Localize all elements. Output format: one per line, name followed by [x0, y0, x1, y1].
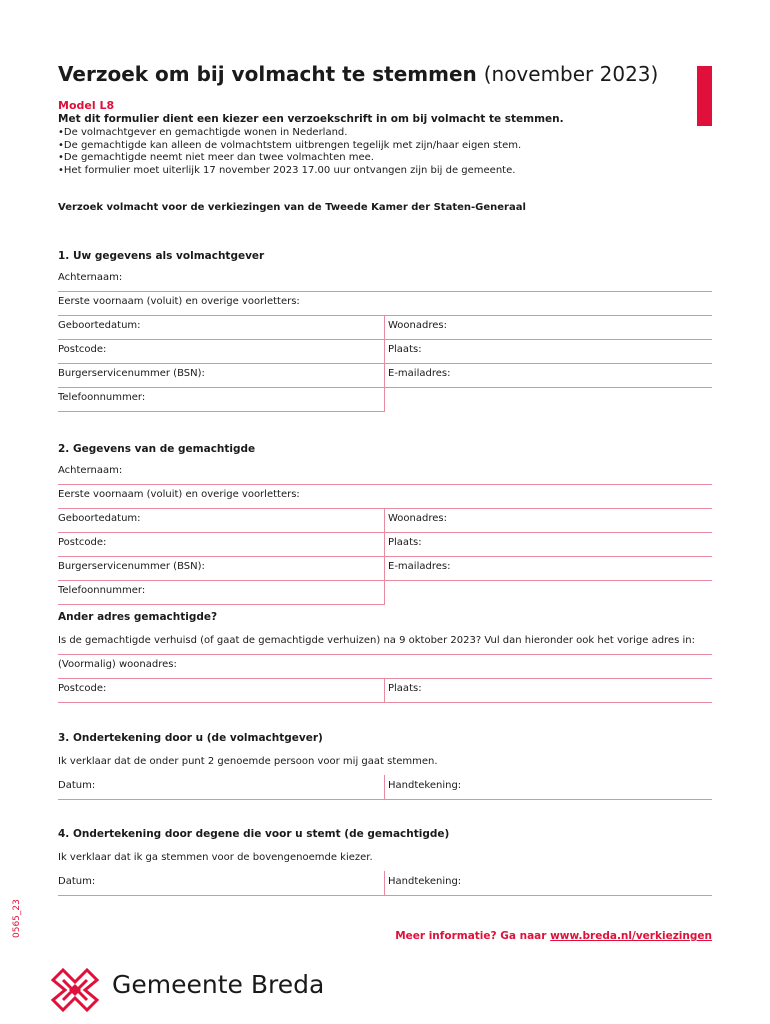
s2-postcode-plaats-row[interactable] [58, 532, 712, 557]
column-divider [384, 556, 385, 580]
ander-adres-text [58, 630, 712, 655]
more-info [395, 930, 712, 942]
s2-achternaam-field[interactable] [58, 460, 712, 485]
form-subtitle: Verzoek volmacht voor de verkiezingen van de Tweede Kamer der Staten-Generaal [58, 202, 526, 213]
s2-postcode-plaats-row-2[interactable] [58, 678, 712, 703]
field-label: Eerste voornaam (voluit) en overige voorletters: [58, 489, 300, 500]
section4-statement: Ik verklaar dat ik ga stemmen voor de bovengenoemde kiezer. [58, 852, 373, 863]
bullet-item: • De gemachtigde kan alleen de volmachtstem uitbrengen tegelijk met zijn/haar eigen stem. [58, 140, 521, 153]
s1-bsn-email-row[interactable] [58, 363, 712, 388]
s2-bsn-email-row[interactable] [58, 556, 712, 581]
field-label: Telefoonnummer: [58, 392, 146, 403]
column-divider [384, 580, 385, 605]
s1-telefoon-field[interactable] [58, 387, 385, 412]
field-label: Postcode: [58, 344, 107, 355]
field-label: Plaats: [388, 683, 422, 694]
accent-bar [697, 66, 712, 126]
s3-datum-handtekening-row[interactable] [58, 775, 712, 800]
s2-telefoon-field[interactable] [58, 580, 385, 605]
column-divider [384, 532, 385, 556]
column-divider [384, 775, 385, 799]
s2-geboortedatum-woonadres-row[interactable] [58, 508, 712, 533]
section3-heading: 3. Ondertekening door u (de volmachtgever) [58, 732, 323, 744]
form-title [58, 62, 658, 86]
s2-voornaam-field[interactable] [58, 484, 712, 509]
s1-geboortedatum-woonadres-row[interactable] [58, 315, 712, 340]
field-label: Burgerservicenummer (BSN): [58, 368, 205, 379]
intro-text: Met dit formulier dient een kiezer een verzoekschrift in om bij volmacht te stemmen. [58, 113, 564, 125]
column-divider [384, 387, 385, 412]
brand-name: Gemeente Breda [112, 970, 325, 999]
instruction-text: Is de gemachtigde verhuisd (of gaat de gemachtigde verhuizen) na 9 oktober 2023? Vul dan hieronder ook het vorige adres in: [58, 635, 695, 646]
field-label: Geboortedatum: [58, 320, 141, 331]
field-label: E-mailadres: [388, 368, 451, 379]
column-divider [384, 363, 385, 387]
s1-postcode-plaats-row[interactable] [58, 339, 712, 364]
s1-voornaam-field[interactable] [58, 291, 712, 316]
ander-adres-heading: Ander adres gemachtigde? [58, 611, 218, 623]
field-label: Achternaam: [58, 272, 123, 283]
form-code: 0565_23 [12, 899, 22, 938]
field-label: Geboortedatum: [58, 513, 141, 524]
field-label: Datum: [58, 780, 96, 791]
field-label: Postcode: [58, 683, 107, 694]
field-label: Eerste voornaam (voluit) en overige voorletters: [58, 296, 300, 307]
field-label: Plaats: [388, 344, 422, 355]
field-label: Datum: [58, 876, 96, 887]
field-label: Achternaam: [58, 465, 123, 476]
more-info-link[interactable]: www.breda.nl/verkiezingen [550, 930, 712, 942]
field-label: (Voormalig) woonadres: [58, 659, 177, 670]
column-divider [384, 339, 385, 363]
field-label: Woonadres: [388, 320, 447, 331]
field-label: Postcode: [58, 537, 107, 548]
field-label: Burgerservicenummer (BSN): [58, 561, 205, 572]
title-bold: Verzoek om bij volmacht te stemmen [58, 62, 477, 86]
gemeente-breda-logo-icon [50, 966, 100, 1014]
field-label: Handtekening: [388, 780, 462, 791]
column-divider [384, 678, 385, 702]
more-info-text: Meer informatie? Ga naar [395, 930, 547, 942]
field-label: E-mailadres: [388, 561, 451, 572]
column-divider [384, 508, 385, 532]
field-label: Woonadres: [388, 513, 447, 524]
section3-statement: Ik verklaar dat de onder punt 2 genoemde persoon voor mij gaat stemmen. [58, 756, 438, 767]
bullet-item: • De gemachtigde neemt niet meer dan twee volmachten mee. [58, 152, 521, 165]
bullet-item: • Het formulier moet uiterlijk 17 november 2023 17.00 uur ontvangen zijn bij de gemeente. [58, 165, 521, 178]
s1-achternaam-field[interactable] [58, 267, 712, 292]
column-divider [384, 871, 385, 895]
s2-voormalig-woonadres-field[interactable] [58, 654, 712, 679]
model-label: Model L8 [58, 99, 115, 112]
s4-datum-handtekening-row[interactable] [58, 871, 712, 896]
info-bullets [58, 127, 521, 177]
field-label: Plaats: [388, 537, 422, 548]
field-label: Telefoonnummer: [58, 585, 146, 596]
bullet-item: • De volmachtgever en gemachtigde wonen in Nederland. [58, 127, 521, 140]
column-divider [384, 315, 385, 339]
section4-heading: 4. Ondertekening door degene die voor u stemt (de gemachtigde) [58, 828, 450, 840]
title-date: (november 2023) [483, 62, 659, 86]
field-label: Handtekening: [388, 876, 462, 887]
section1-heading: 1. Uw gegevens als volmachtgever [58, 250, 265, 262]
section2-heading: 2. Gegevens van de gemachtigde [58, 443, 256, 455]
